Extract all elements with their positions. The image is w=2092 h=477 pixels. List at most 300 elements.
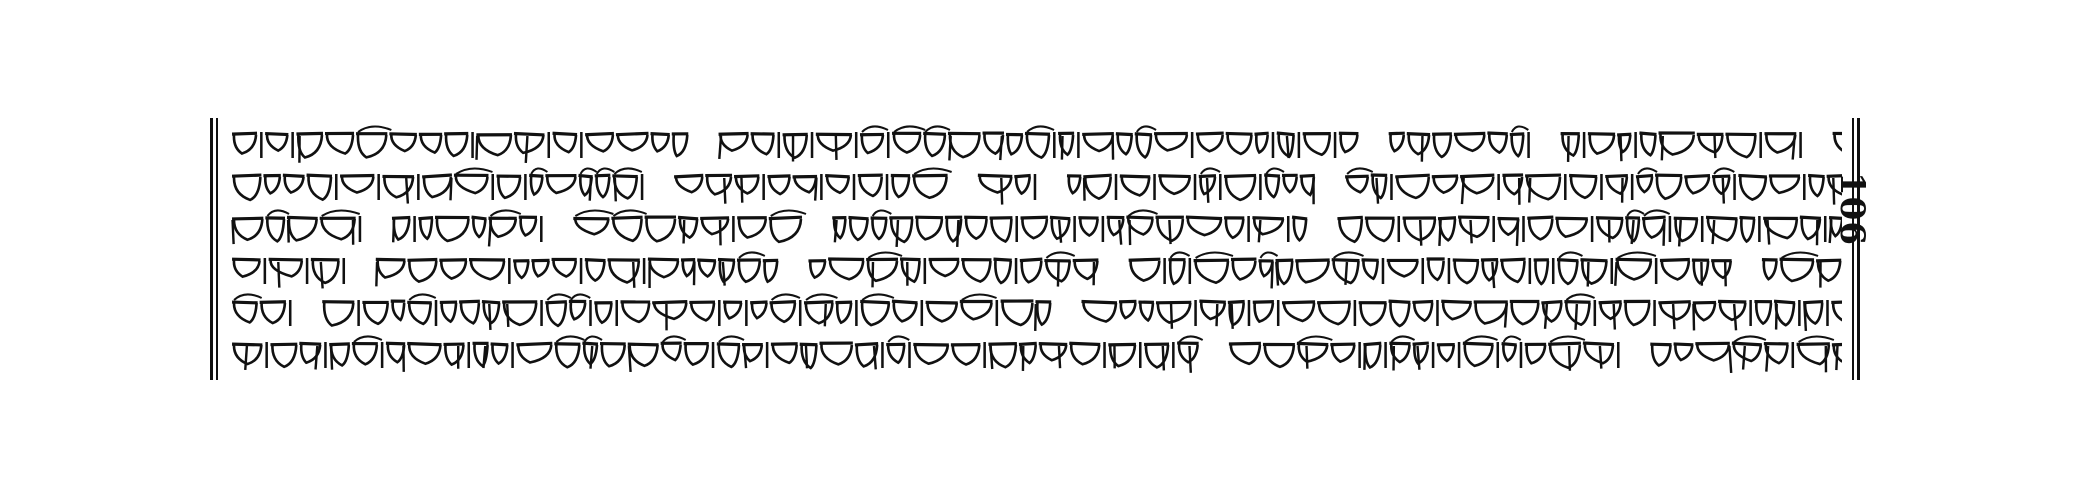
script-glyph — [469, 260, 505, 280]
script-glyph — [1282, 302, 1315, 321]
script-glyph — [585, 260, 606, 281]
script-glyph — [1588, 134, 1615, 154]
shad-mark — [855, 300, 858, 326]
script-glyph — [1764, 344, 1789, 372]
script-glyph — [718, 259, 735, 285]
script-glyph — [1706, 217, 1737, 244]
script-glyph — [1226, 133, 1253, 153]
script-glyph — [444, 134, 468, 156]
script-glyph — [825, 176, 850, 193]
shad-mark — [1583, 132, 1586, 158]
script-glyph — [1144, 344, 1169, 370]
script-glyph — [1712, 168, 1734, 203]
shad-mark — [467, 342, 470, 368]
script-glyph — [661, 336, 686, 360]
script-glyph — [454, 168, 493, 193]
script-glyph — [1039, 344, 1068, 369]
script-glyph — [600, 344, 626, 367]
script-text-block — [228, 122, 1842, 376]
shad-mark — [996, 300, 999, 326]
shad-mark — [547, 132, 550, 158]
shad-mark — [1384, 342, 1387, 368]
shad-mark — [778, 132, 781, 158]
script-glyph — [1154, 133, 1188, 150]
shad-mark — [1354, 300, 1357, 326]
script-glyph — [1693, 302, 1716, 330]
script-glyph — [1339, 133, 1359, 152]
shad-mark — [1398, 216, 1401, 242]
script-glyph — [700, 218, 729, 245]
script-glyph — [1561, 134, 1580, 162]
script-glyph — [889, 218, 913, 247]
shad-mark — [1189, 258, 1192, 284]
script-glyph — [1487, 133, 1507, 153]
script-glyph — [1583, 343, 1614, 369]
shad-mark — [1103, 342, 1106, 368]
shad-mark — [1527, 132, 1530, 158]
script-glyph — [1387, 260, 1419, 276]
script-glyph — [1658, 133, 1694, 160]
script-glyph — [283, 175, 305, 192]
shad-mark — [1382, 258, 1385, 284]
shad-mark — [289, 300, 292, 326]
script-glyph — [808, 260, 826, 278]
script-glyph — [553, 133, 578, 152]
script-glyph — [311, 259, 340, 288]
right-margin-rule-outer — [1857, 118, 1860, 380]
shad-mark — [291, 132, 294, 158]
shad-mark — [811, 132, 814, 158]
shad-mark — [1053, 132, 1056, 158]
script-glyph — [1718, 301, 1746, 330]
shad-mark — [1272, 132, 1275, 158]
shad-mark — [1358, 342, 1361, 368]
script-glyph — [502, 302, 537, 327]
script-glyph — [1427, 259, 1445, 280]
handwritten-script-line-6 — [228, 334, 1842, 374]
script-glyph — [684, 344, 709, 365]
script-glyph — [1403, 218, 1436, 246]
script-glyph — [1194, 252, 1233, 282]
script-glyph — [1510, 301, 1540, 324]
shad-mark — [762, 174, 765, 200]
script-glyph — [866, 252, 902, 287]
left-margin-rule-inner — [216, 118, 218, 380]
shad-mark — [1277, 300, 1280, 326]
script-glyph — [594, 302, 612, 323]
script-glyph — [386, 343, 405, 372]
shad-mark — [1803, 174, 1806, 200]
shad-mark — [324, 342, 327, 368]
script-glyph — [678, 217, 698, 243]
shad-mark — [1015, 258, 1018, 284]
shad-mark — [1496, 342, 1499, 368]
script-glyph — [1816, 260, 1841, 288]
script-glyph — [1264, 168, 1284, 197]
script-glyph — [1441, 301, 1471, 319]
script-glyph — [1797, 336, 1834, 372]
shad-mark — [1522, 216, 1525, 242]
script-glyph — [1412, 301, 1433, 320]
script-glyph — [1365, 218, 1395, 241]
script-glyph — [1596, 218, 1623, 243]
shad-mark — [1247, 216, 1250, 242]
shad-mark — [1492, 216, 1495, 242]
script-glyph — [1389, 133, 1405, 151]
script-glyph — [263, 176, 280, 194]
shad-mark — [1564, 174, 1567, 200]
script-glyph — [848, 218, 868, 240]
script-glyph — [767, 176, 790, 194]
script-glyph — [1116, 134, 1133, 154]
script-line-2 — [228, 166, 1842, 206]
script-glyph — [488, 210, 520, 246]
script-glyph — [1453, 260, 1479, 283]
script-glyph — [1695, 343, 1731, 373]
shad-mark — [1792, 342, 1795, 368]
script-glyph — [1300, 175, 1315, 204]
script-glyph — [1674, 344, 1694, 360]
script-glyph — [1295, 260, 1329, 282]
shad-mark — [1102, 216, 1105, 242]
script-glyph — [1711, 260, 1732, 286]
script-glyph — [858, 175, 883, 196]
script-glyph — [1006, 134, 1023, 154]
shad-mark — [1436, 300, 1439, 326]
script-glyph — [1058, 133, 1074, 159]
script-glyph — [322, 302, 354, 326]
script-glyph — [652, 302, 687, 331]
script-glyph — [1138, 302, 1154, 320]
shad-mark — [1287, 216, 1290, 242]
shad-mark — [1758, 216, 1761, 242]
script-glyph — [1014, 175, 1030, 193]
shad-mark — [1799, 132, 1802, 158]
handwritten-script-line-5 — [228, 292, 1842, 332]
shad-mark — [335, 174, 338, 200]
shad-mark — [1139, 342, 1142, 368]
script-glyph — [1297, 336, 1332, 368]
script-glyph — [1035, 302, 1051, 331]
shad-mark — [1653, 300, 1656, 326]
script-glyph — [1474, 302, 1508, 328]
script-glyph — [545, 176, 576, 193]
script-glyph — [270, 344, 297, 367]
shad-mark — [799, 300, 802, 326]
script-glyph — [531, 260, 549, 276]
script-glyph — [1555, 218, 1587, 237]
script-glyph — [611, 210, 646, 240]
script-glyph — [491, 344, 509, 364]
script-glyph — [265, 134, 288, 151]
script-glyph — [1277, 133, 1295, 158]
script-glyph — [1569, 175, 1597, 197]
script-glyph — [362, 302, 388, 324]
script-glyph — [325, 133, 354, 153]
shad-mark — [435, 300, 438, 326]
script-glyph — [1362, 260, 1379, 279]
script-glyph — [978, 175, 1012, 204]
script-glyph — [892, 126, 925, 152]
shad-mark — [1034, 174, 1037, 200]
page-number: 106 — [1832, 172, 1872, 246]
script-glyph — [816, 134, 852, 160]
script-glyph — [1389, 336, 1414, 370]
script-glyph — [407, 294, 435, 323]
script-glyph — [1155, 217, 1183, 244]
script-glyph — [1500, 259, 1525, 282]
script-glyph — [645, 217, 676, 241]
shad-mark — [524, 174, 527, 200]
script-glyph — [612, 168, 641, 201]
handwritten-script-line-2 — [228, 166, 1842, 206]
shad-mark — [589, 300, 592, 326]
script-glyph — [828, 259, 864, 279]
script-glyph — [1224, 175, 1256, 199]
script-glyph — [1019, 343, 1037, 371]
script-glyph — [1454, 133, 1485, 150]
script-glyph — [516, 343, 552, 362]
script-glyph — [376, 259, 406, 286]
right-margin-rule-inner — [1852, 118, 1854, 380]
shad-mark — [1552, 258, 1555, 284]
shad-mark — [1594, 300, 1597, 326]
shad-mark — [820, 174, 823, 200]
shad-mark — [580, 132, 583, 158]
script-glyph — [1254, 133, 1268, 152]
script-glyph — [961, 260, 991, 282]
script-glyph — [742, 344, 763, 368]
script-glyph — [769, 210, 806, 241]
script-glyph — [391, 301, 406, 320]
script-glyph — [232, 133, 257, 153]
shad-mark — [1015, 216, 1018, 242]
script-glyph — [265, 210, 289, 241]
script-glyph — [926, 302, 958, 321]
shad-mark — [343, 258, 346, 284]
script-glyph — [1502, 336, 1521, 360]
script-glyph — [482, 302, 500, 330]
script-glyph — [689, 302, 715, 320]
shad-mark — [1194, 300, 1197, 326]
script-glyph — [1525, 175, 1561, 203]
shad-mark — [508, 258, 511, 284]
script-glyph — [913, 344, 949, 364]
script-glyph — [582, 336, 602, 368]
shad-mark — [1824, 216, 1827, 242]
script-glyph — [1541, 302, 1562, 329]
script-line-3 — [228, 208, 1842, 248]
script-glyph — [1282, 175, 1298, 192]
shad-mark — [641, 174, 644, 200]
script-glyph — [1460, 175, 1494, 204]
shad-mark — [1529, 258, 1532, 284]
script-glyph — [1580, 260, 1607, 287]
script-glyph — [260, 302, 286, 323]
shad-mark — [1458, 342, 1461, 368]
script-glyph — [1534, 260, 1549, 284]
shad-mark — [643, 258, 646, 284]
script-glyph — [1739, 217, 1755, 241]
script-glyph — [891, 175, 910, 196]
left-margin-rule-outer — [210, 118, 213, 380]
script-glyph — [945, 217, 962, 247]
script-glyph — [1754, 302, 1772, 324]
shad-mark — [881, 342, 884, 368]
script-glyph — [1502, 175, 1523, 205]
script-glyph — [1371, 175, 1387, 204]
script-glyph — [1548, 336, 1585, 370]
shad-mark — [260, 132, 263, 158]
script-glyph — [1692, 260, 1709, 286]
script-glyph — [1389, 301, 1411, 326]
shad-mark — [1617, 342, 1620, 368]
script-glyph — [307, 175, 332, 199]
script-glyph — [1438, 218, 1456, 246]
shad-mark — [1634, 132, 1637, 158]
shad-mark — [1432, 342, 1435, 368]
shad-mark — [921, 300, 924, 326]
shad-mark — [1759, 132, 1762, 158]
script-glyph — [1780, 252, 1819, 281]
script-glyph — [1001, 301, 1034, 325]
script-glyph — [1330, 344, 1355, 362]
shad-mark — [1219, 174, 1222, 200]
script-glyph — [1650, 344, 1671, 365]
script-glyph — [1303, 134, 1331, 155]
script-glyph — [1527, 217, 1553, 239]
script-glyph — [763, 260, 778, 282]
script-glyph — [514, 134, 544, 163]
script-glyph — [672, 134, 689, 156]
script-glyph — [960, 294, 997, 319]
script-glyph — [382, 176, 414, 204]
script-glyph — [459, 301, 480, 323]
script-glyph — [1510, 126, 1529, 156]
script-glyph — [1725, 134, 1756, 157]
script-glyph — [529, 168, 547, 194]
shad-mark — [1591, 216, 1594, 242]
script-glyph — [819, 343, 852, 364]
shad-mark — [1334, 132, 1337, 158]
script-glyph — [1020, 259, 1043, 282]
script-glyph — [621, 302, 651, 322]
script-line-4 — [228, 250, 1842, 290]
script-glyph — [1732, 336, 1766, 369]
script-glyph — [1292, 217, 1307, 240]
script-glyph — [595, 168, 615, 197]
shad-mark — [1077, 132, 1080, 158]
script-glyph — [1764, 134, 1796, 160]
script-glyph — [616, 133, 649, 150]
shad-mark — [732, 216, 735, 242]
script-glyph — [407, 259, 437, 281]
script-glyph — [737, 218, 767, 238]
shad-mark — [1631, 174, 1634, 200]
script-glyph — [948, 133, 981, 160]
script-glyph — [287, 217, 318, 242]
script-glyph — [1684, 176, 1710, 194]
script-glyph — [1525, 344, 1546, 363]
script-glyph — [1564, 294, 1594, 329]
script-glyph — [1177, 336, 1203, 372]
script-glyph — [1252, 218, 1284, 243]
script-glyph — [1605, 176, 1628, 203]
script-glyph — [1078, 218, 1098, 236]
shad-mark — [853, 174, 856, 200]
script-glyph — [988, 344, 1016, 369]
shad-mark — [1153, 174, 1156, 200]
script-glyph — [1481, 260, 1498, 288]
script-glyph — [1186, 217, 1222, 235]
script-glyph — [1224, 218, 1244, 238]
script-glyph — [915, 217, 943, 239]
script-glyph — [860, 126, 888, 153]
script-glyph — [1769, 176, 1800, 193]
script-glyph — [1156, 302, 1191, 329]
shad-mark — [1422, 258, 1425, 284]
handwritten-script-line-1 — [228, 124, 1842, 164]
script-glyph — [1332, 252, 1364, 284]
script-glyph — [1413, 343, 1429, 370]
script-glyph — [770, 294, 800, 321]
shad-mark — [306, 258, 309, 284]
script-glyph — [1674, 218, 1698, 246]
script-glyph — [552, 259, 577, 276]
shad-mark — [1073, 216, 1076, 242]
script-glyph — [771, 344, 798, 363]
script-glyph — [1658, 302, 1690, 330]
shad-mark — [1172, 342, 1175, 368]
script-glyph — [929, 259, 960, 276]
shad-mark — [1701, 216, 1704, 242]
script-glyph — [1463, 336, 1498, 365]
shad-mark — [712, 342, 715, 368]
script-glyph — [1107, 217, 1125, 244]
script-glyph — [964, 217, 987, 238]
script-glyph — [440, 302, 457, 322]
script-glyph — [719, 134, 749, 159]
script-glyph — [751, 134, 775, 154]
script-glyph — [232, 218, 263, 244]
script-glyph — [1395, 175, 1430, 198]
script-glyph — [296, 133, 323, 162]
script-glyph — [1432, 176, 1458, 193]
script-glyph — [1359, 302, 1387, 325]
shad-mark — [1259, 174, 1262, 200]
script-glyph — [783, 134, 808, 162]
script-glyph — [1263, 344, 1295, 367]
script-glyph — [1050, 217, 1070, 242]
shad-mark — [924, 258, 927, 284]
script-glyph — [1199, 301, 1225, 326]
script-glyph — [628, 344, 659, 372]
script-glyph — [734, 176, 759, 203]
script-glyph — [1025, 126, 1054, 157]
script-glyph — [352, 336, 382, 364]
shad-mark — [264, 258, 267, 284]
shad-mark — [766, 342, 769, 368]
script-glyph — [1231, 259, 1256, 279]
script-glyph — [1253, 302, 1274, 322]
script-glyph — [1129, 259, 1161, 280]
script-glyph — [439, 260, 467, 279]
script-glyph — [1615, 252, 1656, 285]
script-glyph — [1407, 134, 1430, 162]
script-line-6 — [228, 334, 1842, 374]
script-glyph — [1081, 301, 1117, 321]
pecha-folio — [210, 118, 1860, 380]
